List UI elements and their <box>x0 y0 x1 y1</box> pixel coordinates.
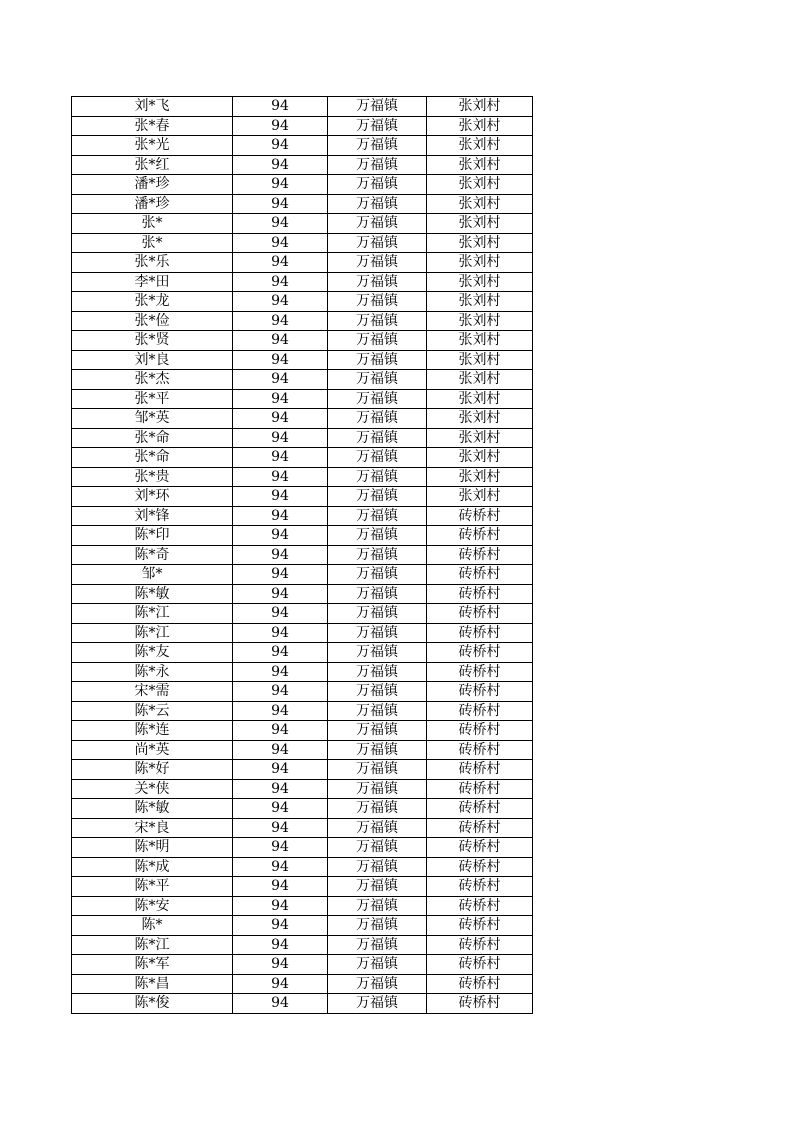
village-cell: 砖桥村 <box>427 682 533 702</box>
table-row <box>72 721 533 741</box>
score-cell: 94 <box>233 506 328 526</box>
village-cell: 砖桥村 <box>427 565 533 585</box>
village-cell: 砖桥村 <box>427 935 533 955</box>
table-row <box>72 448 533 468</box>
village-cell: 砖桥村 <box>427 760 533 780</box>
village-cell: 砖桥村 <box>427 799 533 819</box>
name-cell: 关*侠 <box>72 779 233 799</box>
score-cell: 94 <box>233 448 328 468</box>
village-cell: 张刘村 <box>427 292 533 312</box>
name-cell: 张*乐 <box>72 253 233 273</box>
name-cell: 陈*云 <box>72 701 233 721</box>
town-cell: 万福镇 <box>328 916 427 936</box>
town-cell: 万福镇 <box>328 838 427 858</box>
village-cell: 张刘村 <box>427 350 533 370</box>
town-cell: 万福镇 <box>328 818 427 838</box>
table-row <box>72 740 533 760</box>
name-cell: 张*龙 <box>72 292 233 312</box>
roster-table-body <box>72 97 533 1014</box>
village-cell: 张刘村 <box>427 155 533 175</box>
town-cell: 万福镇 <box>328 97 427 117</box>
town-cell: 万福镇 <box>328 545 427 565</box>
village-cell: 砖桥村 <box>427 662 533 682</box>
score-cell: 94 <box>233 857 328 877</box>
name-cell: 陈*俊 <box>72 994 233 1014</box>
name-cell: 张*贤 <box>72 331 233 351</box>
table-row <box>72 896 533 916</box>
name-cell: 邹*英 <box>72 409 233 429</box>
score-cell: 94 <box>233 935 328 955</box>
name-cell: 刘*锋 <box>72 506 233 526</box>
table-row <box>72 116 533 136</box>
table-row <box>72 799 533 819</box>
town-cell: 万福镇 <box>328 682 427 702</box>
town-cell: 万福镇 <box>328 994 427 1014</box>
village-cell: 张刘村 <box>427 175 533 195</box>
name-cell: 陈* <box>72 916 233 936</box>
table-row <box>72 155 533 175</box>
town-cell: 万福镇 <box>328 194 427 214</box>
score-cell: 94 <box>233 253 328 273</box>
table-row <box>72 857 533 877</box>
name-cell: 陈*明 <box>72 838 233 858</box>
town-cell: 万福镇 <box>328 740 427 760</box>
table-row <box>72 409 533 429</box>
score-cell: 94 <box>233 272 328 292</box>
town-cell: 万福镇 <box>328 565 427 585</box>
score-cell: 94 <box>233 565 328 585</box>
table-row <box>72 818 533 838</box>
table-row <box>72 136 533 156</box>
village-cell: 砖桥村 <box>427 643 533 663</box>
table-row <box>72 331 533 351</box>
score-cell: 94 <box>233 623 328 643</box>
table-row <box>72 623 533 643</box>
score-cell: 94 <box>233 331 328 351</box>
table-row <box>72 214 533 234</box>
name-cell: 陈*友 <box>72 643 233 663</box>
town-cell: 万福镇 <box>328 467 427 487</box>
score-cell: 94 <box>233 799 328 819</box>
table-row <box>72 97 533 117</box>
score-cell: 94 <box>233 721 328 741</box>
name-cell: 陈*奇 <box>72 545 233 565</box>
score-cell: 94 <box>233 155 328 175</box>
score-cell: 94 <box>233 584 328 604</box>
name-cell: 陈*江 <box>72 623 233 643</box>
name-cell: 陈*平 <box>72 877 233 897</box>
village-cell: 张刘村 <box>427 136 533 156</box>
score-cell: 94 <box>233 604 328 624</box>
score-cell: 94 <box>233 955 328 975</box>
town-cell: 万福镇 <box>328 116 427 136</box>
table-row <box>72 643 533 663</box>
name-cell: 陈*好 <box>72 760 233 780</box>
table-row <box>72 370 533 390</box>
score-cell: 94 <box>233 643 328 663</box>
score-cell: 94 <box>233 818 328 838</box>
score-cell: 94 <box>233 662 328 682</box>
name-cell: 李*田 <box>72 272 233 292</box>
village-cell: 砖桥村 <box>427 701 533 721</box>
name-cell: 刘*良 <box>72 350 233 370</box>
name-cell: 陈*连 <box>72 721 233 741</box>
table-row <box>72 389 533 409</box>
table-row <box>72 682 533 702</box>
name-cell: 刘*飞 <box>72 97 233 117</box>
town-cell: 万福镇 <box>328 799 427 819</box>
village-cell: 张刘村 <box>427 487 533 507</box>
name-cell: 张*贵 <box>72 467 233 487</box>
village-cell: 张刘村 <box>427 253 533 273</box>
town-cell: 万福镇 <box>328 350 427 370</box>
table-row <box>72 662 533 682</box>
name-cell: 陈*安 <box>72 896 233 916</box>
town-cell: 万福镇 <box>328 253 427 273</box>
village-cell: 砖桥村 <box>427 857 533 877</box>
table-row <box>72 994 533 1014</box>
name-cell: 陈*军 <box>72 955 233 975</box>
village-cell: 砖桥村 <box>427 974 533 994</box>
town-cell: 万福镇 <box>328 409 427 429</box>
table-row <box>72 487 533 507</box>
village-cell: 张刘村 <box>427 116 533 136</box>
score-cell: 94 <box>233 292 328 312</box>
town-cell: 万福镇 <box>328 721 427 741</box>
roster-table <box>71 96 533 1014</box>
table-row <box>72 584 533 604</box>
name-cell: 陈*敏 <box>72 799 233 819</box>
name-cell: 张*光 <box>72 136 233 156</box>
name-cell: 张*命 <box>72 448 233 468</box>
village-cell: 张刘村 <box>427 389 533 409</box>
town-cell: 万福镇 <box>328 584 427 604</box>
score-cell: 94 <box>233 233 328 253</box>
table-row <box>72 565 533 585</box>
score-cell: 94 <box>233 370 328 390</box>
table-row <box>72 838 533 858</box>
score-cell: 94 <box>233 97 328 117</box>
score-cell: 94 <box>233 116 328 136</box>
town-cell: 万福镇 <box>328 428 427 448</box>
village-cell: 砖桥村 <box>427 623 533 643</box>
village-cell: 砖桥村 <box>427 545 533 565</box>
table-row <box>72 428 533 448</box>
name-cell: 张*俭 <box>72 311 233 331</box>
score-cell: 94 <box>233 974 328 994</box>
score-cell: 94 <box>233 916 328 936</box>
village-cell: 砖桥村 <box>427 604 533 624</box>
village-cell: 张刘村 <box>427 370 533 390</box>
village-cell: 砖桥村 <box>427 526 533 546</box>
village-cell: 砖桥村 <box>427 877 533 897</box>
name-cell: 陈*永 <box>72 662 233 682</box>
score-cell: 94 <box>233 877 328 897</box>
score-cell: 94 <box>233 896 328 916</box>
town-cell: 万福镇 <box>328 136 427 156</box>
score-cell: 94 <box>233 175 328 195</box>
score-cell: 94 <box>233 779 328 799</box>
score-cell: 94 <box>233 136 328 156</box>
score-cell: 94 <box>233 526 328 546</box>
village-cell: 砖桥村 <box>427 838 533 858</box>
name-cell: 张*杰 <box>72 370 233 390</box>
name-cell: 宋*良 <box>72 818 233 838</box>
table-row <box>72 916 533 936</box>
score-cell: 94 <box>233 194 328 214</box>
village-cell: 砖桥村 <box>427 818 533 838</box>
table-row <box>72 974 533 994</box>
name-cell: 张*命 <box>72 428 233 448</box>
village-cell: 张刘村 <box>427 448 533 468</box>
town-cell: 万福镇 <box>328 233 427 253</box>
name-cell: 陈*昌 <box>72 974 233 994</box>
village-cell: 砖桥村 <box>427 506 533 526</box>
village-cell: 砖桥村 <box>427 779 533 799</box>
name-cell: 陈*江 <box>72 935 233 955</box>
village-cell: 砖桥村 <box>427 916 533 936</box>
table-row <box>72 877 533 897</box>
town-cell: 万福镇 <box>328 292 427 312</box>
table-row <box>72 272 533 292</box>
town-cell: 万福镇 <box>328 175 427 195</box>
score-cell: 94 <box>233 389 328 409</box>
village-cell: 砖桥村 <box>427 584 533 604</box>
name-cell: 刘*环 <box>72 487 233 507</box>
table-row <box>72 701 533 721</box>
score-cell: 94 <box>233 760 328 780</box>
town-cell: 万福镇 <box>328 487 427 507</box>
name-cell: 张*红 <box>72 155 233 175</box>
score-cell: 94 <box>233 682 328 702</box>
town-cell: 万福镇 <box>328 214 427 234</box>
score-cell: 94 <box>233 838 328 858</box>
town-cell: 万福镇 <box>328 896 427 916</box>
name-cell: 尚*英 <box>72 740 233 760</box>
town-cell: 万福镇 <box>328 779 427 799</box>
score-cell: 94 <box>233 740 328 760</box>
town-cell: 万福镇 <box>328 623 427 643</box>
town-cell: 万福镇 <box>328 955 427 975</box>
table-row <box>72 253 533 273</box>
score-cell: 94 <box>233 311 328 331</box>
table-row <box>72 233 533 253</box>
village-cell: 砖桥村 <box>427 721 533 741</box>
village-cell: 砖桥村 <box>427 896 533 916</box>
name-cell: 张*平 <box>72 389 233 409</box>
score-cell: 94 <box>233 545 328 565</box>
table-row <box>72 194 533 214</box>
village-cell: 砖桥村 <box>427 994 533 1014</box>
town-cell: 万福镇 <box>328 662 427 682</box>
town-cell: 万福镇 <box>328 331 427 351</box>
score-cell: 94 <box>233 487 328 507</box>
name-cell: 陈*印 <box>72 526 233 546</box>
town-cell: 万福镇 <box>328 311 427 331</box>
village-cell: 砖桥村 <box>427 955 533 975</box>
table-row <box>72 292 533 312</box>
name-cell: 邹* <box>72 565 233 585</box>
town-cell: 万福镇 <box>328 974 427 994</box>
town-cell: 万福镇 <box>328 272 427 292</box>
town-cell: 万福镇 <box>328 643 427 663</box>
town-cell: 万福镇 <box>328 370 427 390</box>
table-row <box>72 175 533 195</box>
table-row <box>72 545 533 565</box>
town-cell: 万福镇 <box>328 389 427 409</box>
score-cell: 94 <box>233 994 328 1014</box>
name-cell: 陈*敏 <box>72 584 233 604</box>
name-cell: 潘*珍 <box>72 175 233 195</box>
table-row <box>72 760 533 780</box>
town-cell: 万福镇 <box>328 526 427 546</box>
village-cell: 张刘村 <box>427 272 533 292</box>
name-cell: 宋*需 <box>72 682 233 702</box>
name-cell: 张*春 <box>72 116 233 136</box>
village-cell: 张刘村 <box>427 311 533 331</box>
village-cell: 张刘村 <box>427 409 533 429</box>
town-cell: 万福镇 <box>328 760 427 780</box>
name-cell: 陈*江 <box>72 604 233 624</box>
village-cell: 张刘村 <box>427 194 533 214</box>
score-cell: 94 <box>233 409 328 429</box>
name-cell: 潘*珍 <box>72 194 233 214</box>
table-row <box>72 779 533 799</box>
score-cell: 94 <box>233 350 328 370</box>
table-row <box>72 955 533 975</box>
village-cell: 张刘村 <box>427 214 533 234</box>
table-row <box>72 311 533 331</box>
town-cell: 万福镇 <box>328 155 427 175</box>
town-cell: 万福镇 <box>328 506 427 526</box>
name-cell: 张* <box>72 233 233 253</box>
table-row <box>72 526 533 546</box>
table-row <box>72 935 533 955</box>
table-row <box>72 506 533 526</box>
town-cell: 万福镇 <box>328 857 427 877</box>
town-cell: 万福镇 <box>328 604 427 624</box>
name-cell: 陈*成 <box>72 857 233 877</box>
town-cell: 万福镇 <box>328 935 427 955</box>
village-cell: 张刘村 <box>427 331 533 351</box>
village-cell: 砖桥村 <box>427 740 533 760</box>
village-cell: 张刘村 <box>427 233 533 253</box>
town-cell: 万福镇 <box>328 877 427 897</box>
village-cell: 张刘村 <box>427 97 533 117</box>
table-row <box>72 604 533 624</box>
score-cell: 94 <box>233 467 328 487</box>
town-cell: 万福镇 <box>328 448 427 468</box>
score-cell: 94 <box>233 428 328 448</box>
score-cell: 94 <box>233 701 328 721</box>
village-cell: 张刘村 <box>427 428 533 448</box>
score-cell: 94 <box>233 214 328 234</box>
town-cell: 万福镇 <box>328 701 427 721</box>
table-row <box>72 467 533 487</box>
name-cell: 张* <box>72 214 233 234</box>
village-cell: 张刘村 <box>427 467 533 487</box>
table-row <box>72 350 533 370</box>
